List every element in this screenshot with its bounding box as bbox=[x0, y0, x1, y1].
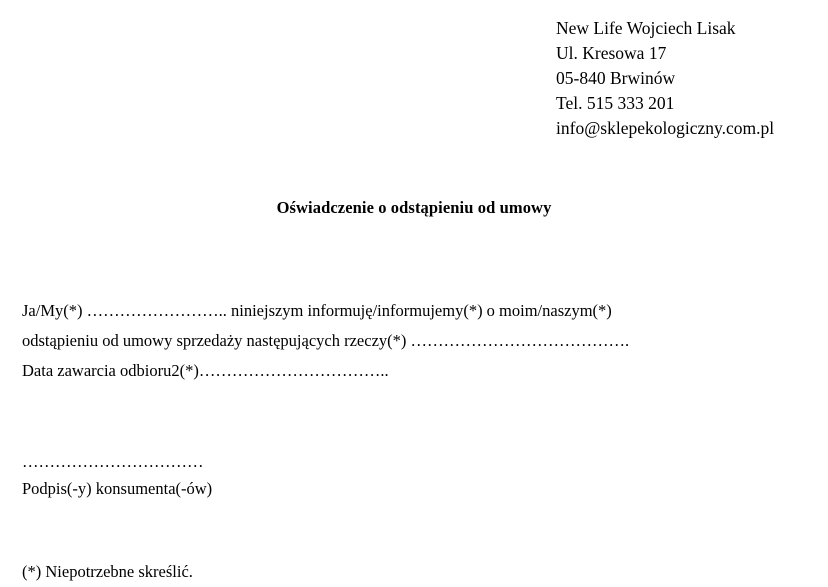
seller-phone: Tel. 515 333 201 bbox=[556, 93, 675, 113]
signature-area bbox=[22, 448, 522, 502]
seller-address-block bbox=[556, 16, 828, 141]
footnote-text: (*) Niepotrzebne skreślić. bbox=[22, 562, 193, 581]
page-title: Oświadczenie o odstąpieniu od umowy bbox=[276, 198, 552, 217]
signature-dotted-line: …………………………… bbox=[22, 452, 204, 471]
declaration-body bbox=[22, 296, 812, 386]
declaration-line-2: odstąpieniu od umowy sprzedaży następujących rzeczy(*) …………………………………. bbox=[22, 331, 630, 350]
seller-company-name: New Life Wojciech Lisak bbox=[556, 18, 736, 38]
signature-label: Podpis(-y) konsumenta(-ów) bbox=[22, 479, 213, 498]
seller-email: info@sklepekologiczny.com.pl bbox=[556, 118, 775, 138]
declaration-line-3: Data zawarcia odbioru2(*)…………………………….. bbox=[22, 361, 389, 380]
seller-street: Ul. Kresowa 17 bbox=[556, 43, 667, 63]
declaration-line-1: Ja/My(*) …………………….. niniejszym informuję/informujemy(*) o moim/naszym(*) bbox=[22, 301, 612, 320]
seller-city: 05-840 Brwinów bbox=[556, 68, 676, 88]
